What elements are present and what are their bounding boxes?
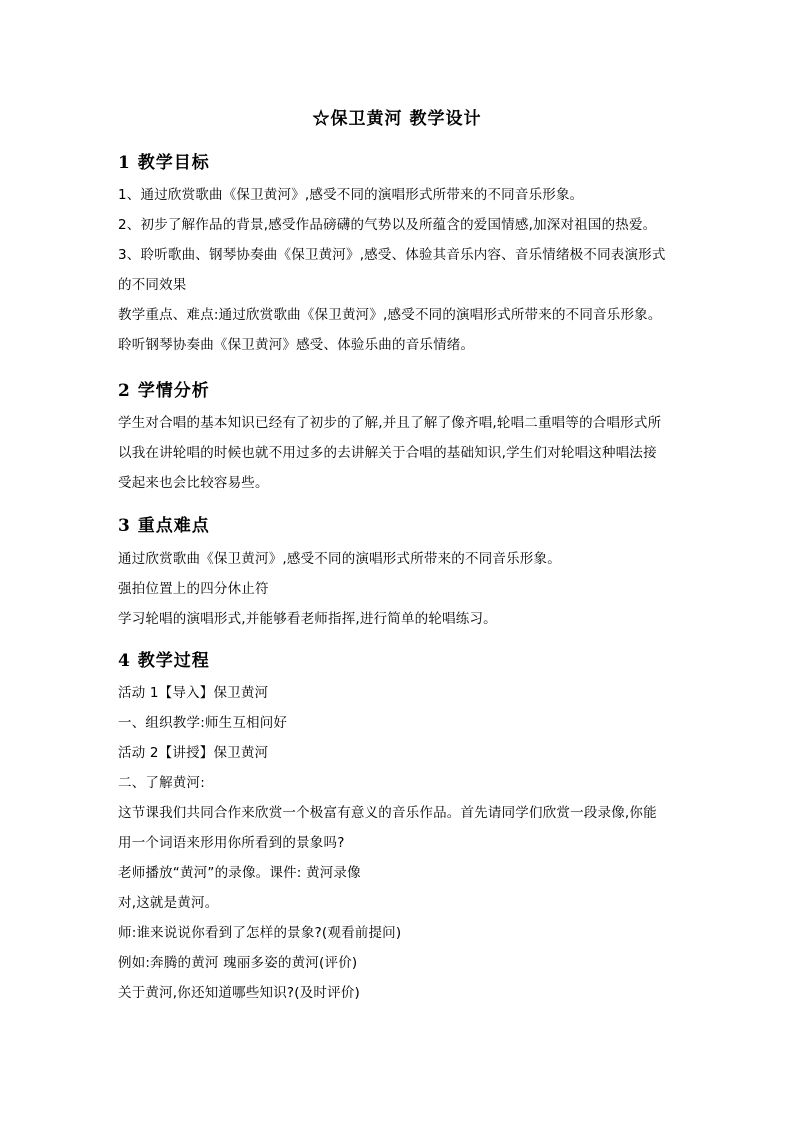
section-body-objectives (118, 180, 678, 360)
section-heading-objectives: 1 教学目标 (118, 153, 210, 173)
paragraph-line: 1、通过欣赏歌曲《保卫黄河》,感受不同的演唱形式所带来的不同音乐形象。 (118, 187, 584, 203)
paragraph-line: 例如:奔腾的黄河 瑰丽多姿的黄河(评价) (118, 955, 358, 971)
section-heading-process: 4 教学过程 (118, 651, 210, 671)
section-body-analysis (118, 408, 678, 498)
paragraph-line: 师:谁来说说你看到了怎样的景象?(观看前提问) (118, 925, 402, 941)
paragraph-line: 活动 2【讲授】保卫黄河 (118, 745, 269, 761)
section-body-keypoints (118, 544, 678, 634)
section-heading-analysis: 2 学情分析 (118, 381, 210, 401)
paragraph-line: 学习轮唱的演唱形式,并能够看老师指挥,进行简单的轮唱练习。 (118, 611, 497, 627)
paragraph-line: 教学重点、难点:通过欣赏歌曲《保卫黄河》,感受不同的演唱形式所带来的不同音乐形象。 (118, 307, 662, 323)
paragraph-line: 学生对合唱的基本知识已经有了初步的了解,并且了解了像齐唱,轮唱二重唱等的合唱形式所 (118, 415, 662, 431)
paragraph-line: 受起来也会比较容易些。 (118, 475, 269, 491)
paragraph-line: 用一个词语来形用你所看到的景象吗? (118, 835, 345, 851)
section-heading-keypoints: 3 重点难点 (118, 516, 210, 536)
paragraph-line: 的不同效果 (118, 277, 187, 293)
paragraph-line: 聆听钢琴协奏曲《保卫黄河》感受、体验乐曲的音乐情绪。 (118, 337, 475, 353)
paragraph-line: 一、组织教学:师生互相问好 (118, 715, 288, 731)
document-title: ☆保卫黄河 教学设计 (312, 109, 482, 129)
paragraph-line: 二、了解黄河: (118, 775, 205, 791)
paragraph-line: 以我在讲轮唱的时候也就不用过多的去讲解关于合唱的基础知识,学生们对轮唱这种唱法接 (118, 445, 657, 461)
paragraph-line: 3、聆听歌曲、钢琴协奏曲《保卫黄河》,感受、体验其音乐内容、音乐情绪极不同表演形式 (118, 247, 666, 263)
paragraph-line: 关于黄河,你还知道哪些知识?(及时评价) (118, 985, 360, 1001)
section-body-process (118, 678, 678, 1008)
paragraph-line: 强拍位置上的四分休止符 (118, 581, 269, 597)
paragraph-line: 对,这就是黄河。 (118, 895, 219, 911)
paragraph-line: 2、初步了解作品的背景,感受作品磅礴的气势以及所蕴含的爱国情感,加深对祖国的热爱。 (118, 217, 657, 233)
paragraph-line: 这节课我们共同合作来欣赏一个极富有意义的音乐作品。首先请同学们欣赏一段录像,你能 (118, 805, 657, 821)
paragraph-line: 老师播放“黄河”的录像。课件: 黄河录像 (118, 865, 361, 881)
paragraph-line: 活动 1【导入】保卫黄河 (118, 685, 269, 701)
paragraph-line: 通过欣赏歌曲《保卫黄河》,感受不同的演唱形式所带来的不同音乐形象。 (118, 551, 561, 567)
